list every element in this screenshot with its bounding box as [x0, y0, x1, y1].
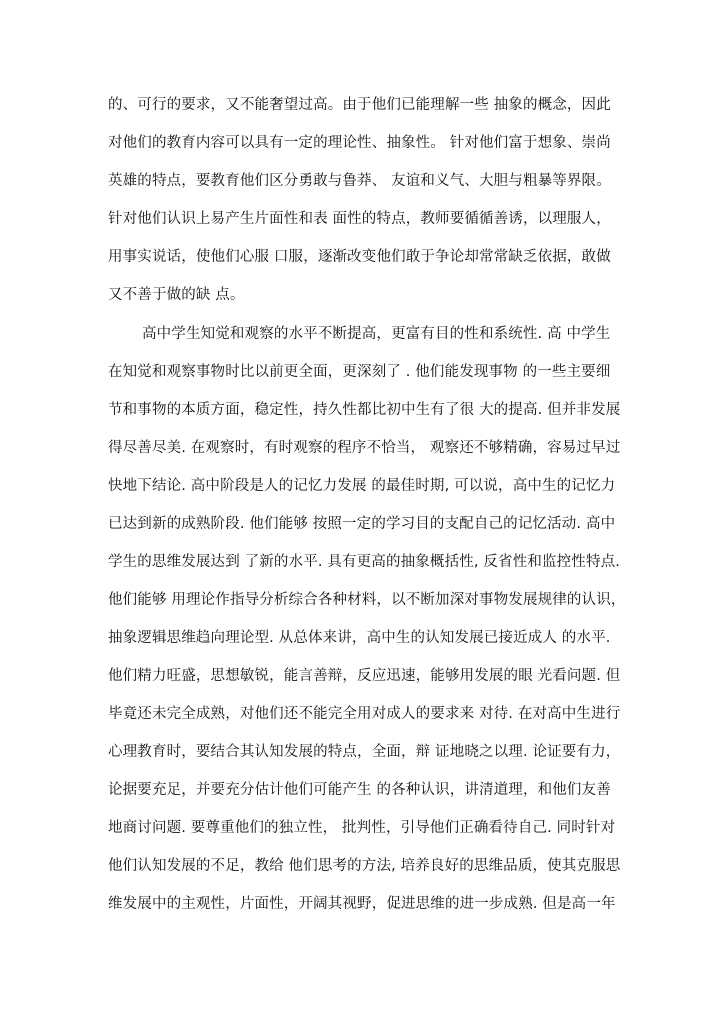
text-line: 英雄的特点，要教育他们区分勇敢与鲁莽、 友谊和义气、大胆与粗暴等界限。	[108, 173, 611, 189]
text-line: 学生的思维发展达到 了新的水平. 具有更高的抽象概括性, 反省性和监控性特点.	[108, 554, 621, 570]
text-line: 地商讨问题. 要尊重他们的独立性， 批判性，引导他们正确看待自己. 同时针对	[108, 820, 616, 836]
text-line: 高中学生知觉和观察的水平不断提高，更富有目的性和系统性. 高 中学生	[142, 326, 611, 342]
text-line: 针对他们认识上易产生片面性和表 面性的特点，教师要循循善诱，以理服人，	[108, 211, 611, 227]
text-line: 用事实说话，使他们心服 口服，逐渐改变他们敢于争论却常常缺乏依据，敢做	[108, 249, 611, 265]
text-line: 抽象逻辑思维趋向理论型. 从总体来讲，高中生的认知发展已接近成人 的水平.	[108, 630, 611, 646]
text-line: 论据要充足，并要充分估计他们可能产生 的各种认识，讲清道理，和他们友善	[108, 782, 611, 798]
text-line: 维发展中的主观性，片面性，开阔其视野，促进思维的进一步成熟. 但是高一年	[108, 896, 616, 912]
text-line: 已达到新的成熟阶段. 他们能够 按照一定的学习目的支配自己的记忆活动. 高中	[108, 516, 616, 532]
text-line: 他们认知发展的不足，教给 他们思考的方法, 培养良好的思维品质，使其克服思	[108, 858, 621, 874]
text-line: 得尽善尽美. 在观察时，有时观察的程序不恰当， 观察还不够精确，容易过早过	[108, 440, 621, 456]
text-line: 又不善于做的缺 点。	[108, 287, 245, 303]
text-line: 他们能够 用理论作指导分析综合各种材料，以不断加深对事物发展规律的认识，	[108, 592, 626, 608]
text-line: 的、可行的要求，又不能奢望过高。由于他们已能理解一些 抽象的概念，因此	[108, 97, 611, 113]
text-line: 快地下结论. 高中阶段是人的记忆力发展 的最佳时期, 可以说，高中生的记忆力	[108, 478, 616, 494]
text-line: 在知觉和观察事物时比以前更全面，更深刻了 . 他们能发现事物 的一些主要细	[108, 364, 611, 380]
text-line: 毕竟还未完全成熟，对他们还不能完全用对成人的要求来 对待. 在对高中生进行	[108, 706, 621, 722]
text-line: 对他们的教育内容可以具有一定的理论性、抽象性。 针对他们富于想象、崇尚	[108, 135, 611, 151]
text-line: 他们精力旺盛，思想敏锐，能言善辩，反应迅速，能够用发展的眼 光看问题. 但	[108, 668, 621, 684]
text-line: 节和事物的本质方面，稳定性，持久性都比初中生有了很 大的提高. 但并非发展	[108, 402, 621, 418]
text-line: 心理教育时，要结合其认知发展的特点，全面，辩 证地晓之以理. 论证要有力，	[108, 744, 621, 760]
